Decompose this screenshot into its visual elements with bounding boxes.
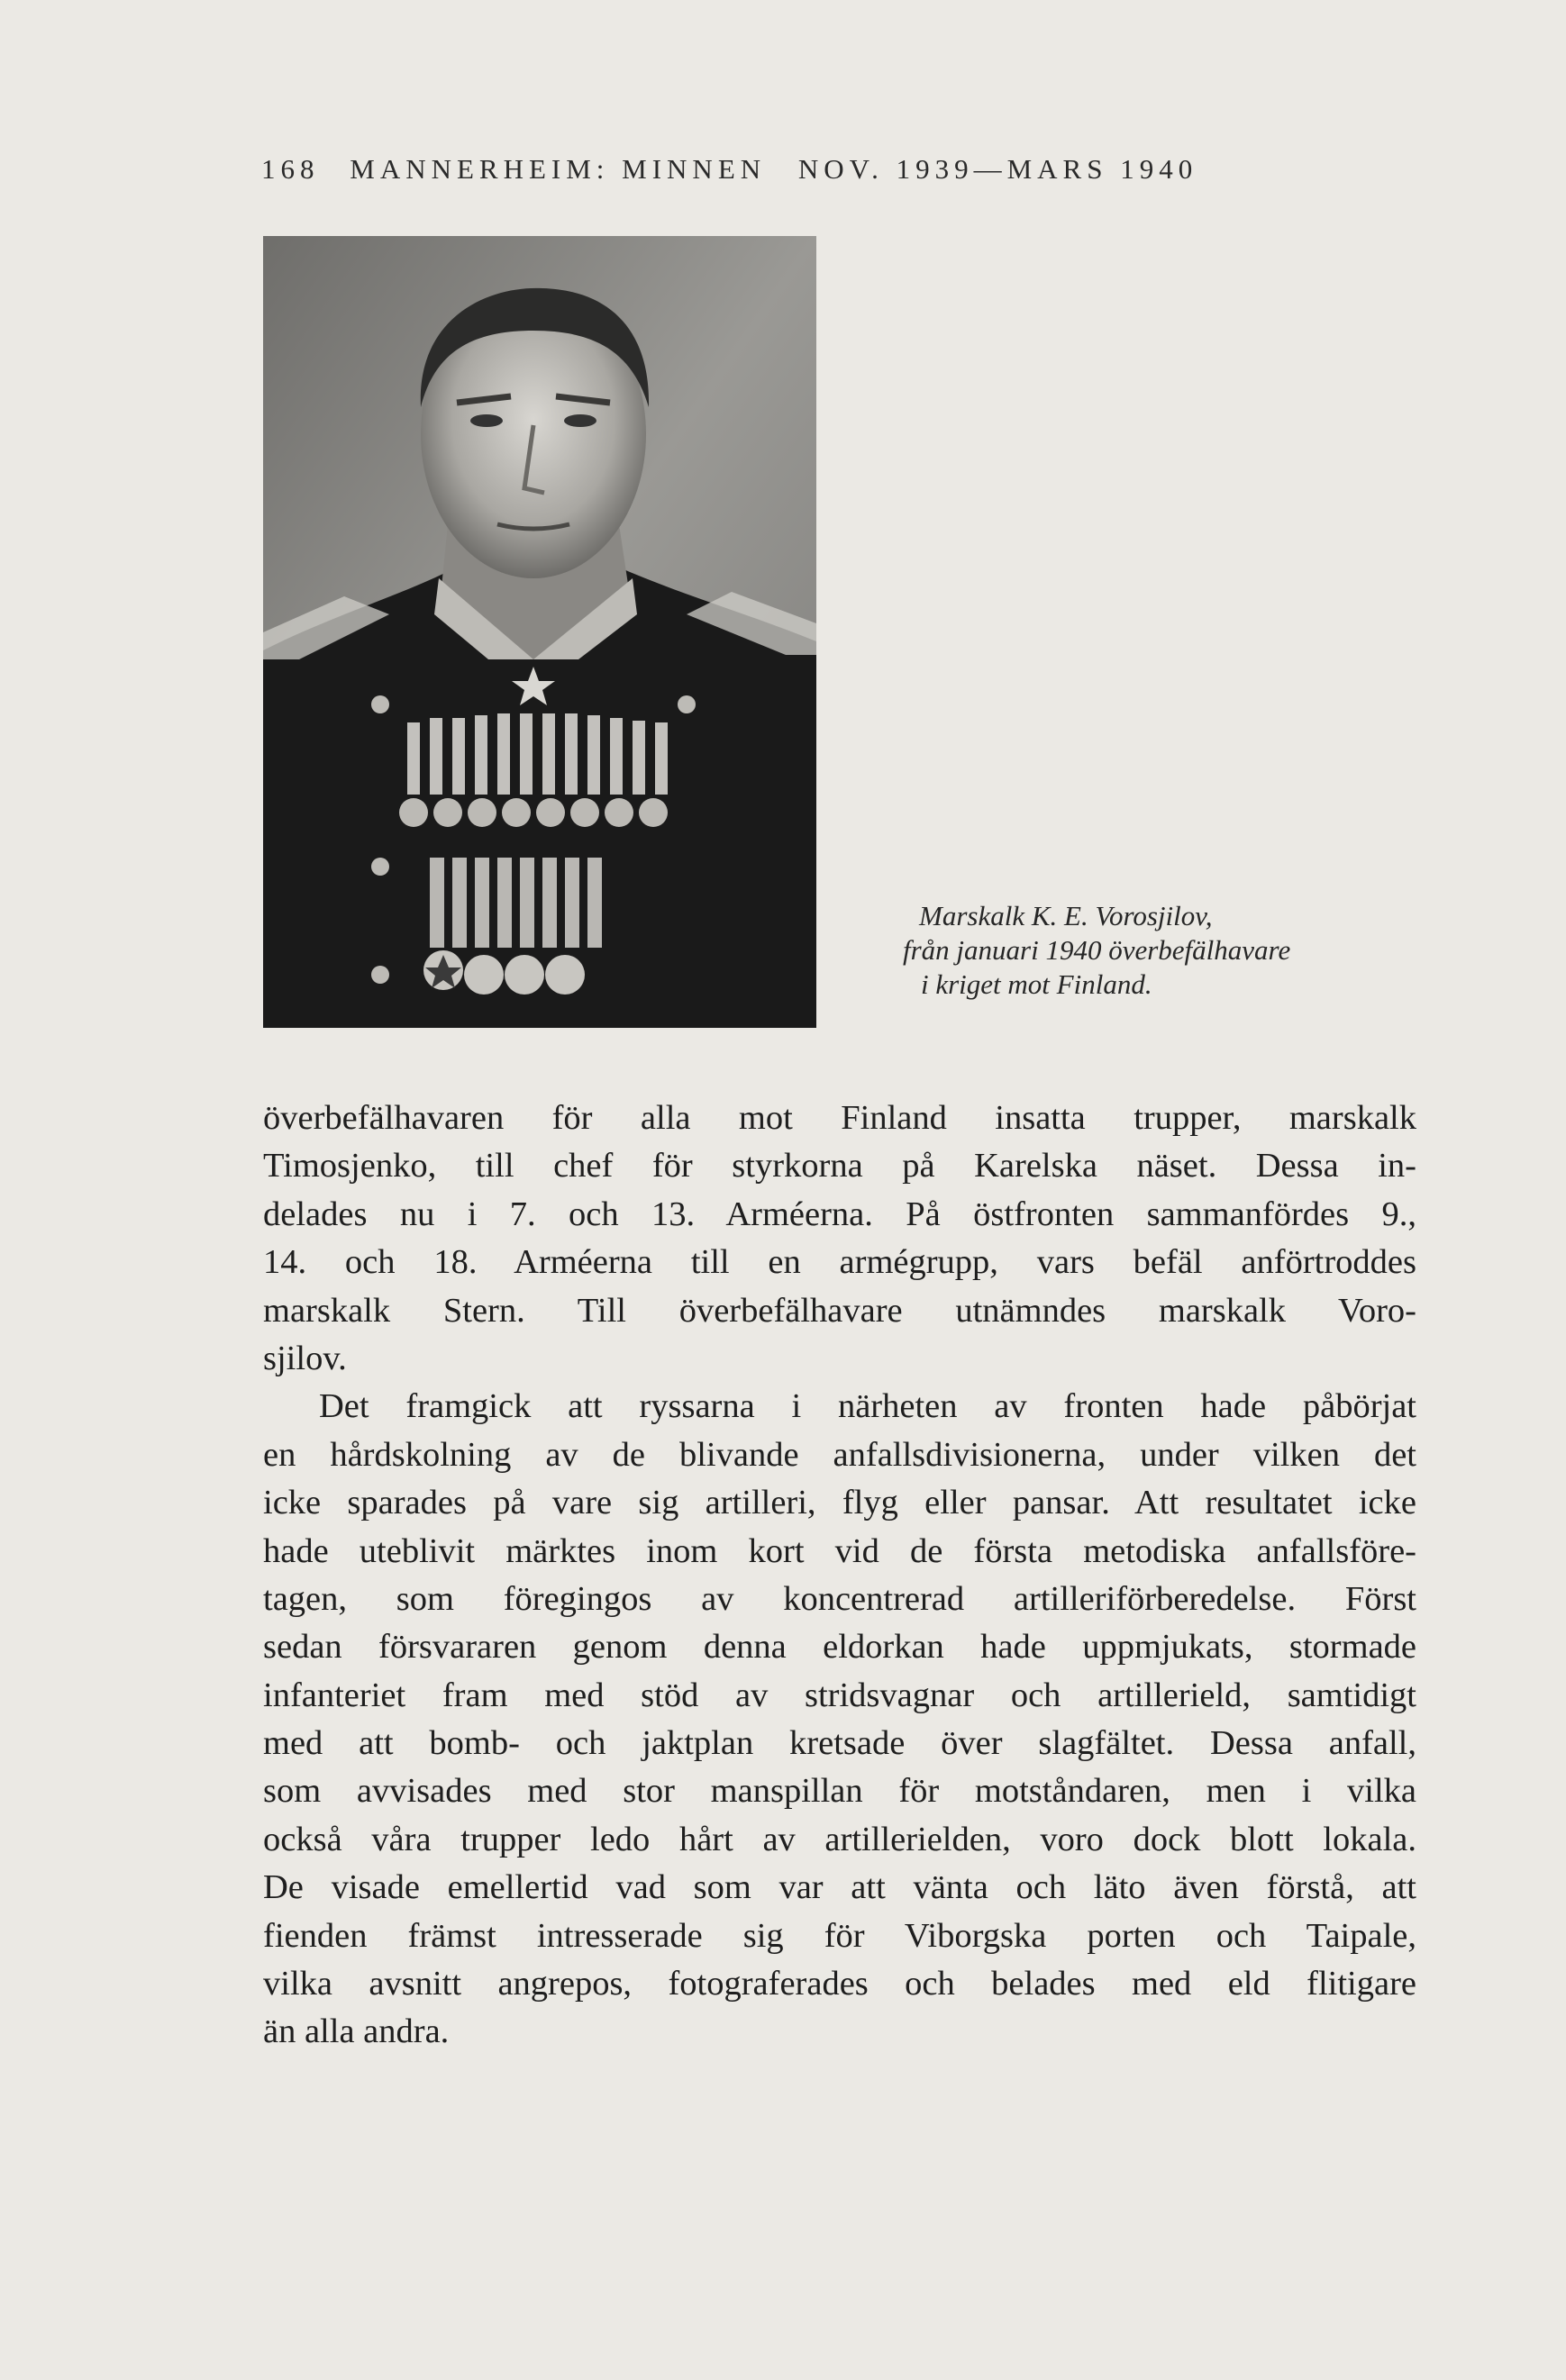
running-subtitle: NOV. 1939—MARS 1940 [797,153,1198,185]
text-line: sjilov. [263,1339,347,1377]
text-line: vilka avsnitt angrepos, fotograferades och belades med eld flitigare [263,1965,1416,2003]
book-title: MANNERHEIM: MINNEN [350,153,767,185]
body-text [263,1095,1416,2057]
paragraph-1 [263,1095,1416,1383]
text-line: en hårdskolning av de blivande anfallsdivisionerna, under vilken det [263,1435,1416,1474]
text-line: tagen, som föregingos av koncentrerad artilleriförberedelse. Först [263,1579,1416,1618]
portrait-illustration [263,236,816,1028]
text-line: Timosjenko, till chef för styrkorna på Karelska näset. Dessa in- [263,1147,1416,1185]
text-line: marskalk Stern. Till överbefälhavare utnämndes marskalk Voro- [263,1291,1416,1330]
figure-caption [903,899,1443,1002]
text-line: 14. och 18. Arméerna till en armégrupp, vars befäl anförtroddes [263,1243,1416,1282]
text-line: De visade emellertid vad som var att vänta och läto även förstå, att [263,1868,1416,1907]
caption-line: från januari 1940 överbefälhavare [903,934,1291,966]
caption-line: Marskalk K. E. Vorosjilov, [919,900,1213,931]
text-line: än alla andra. [263,2012,450,2051]
text-line: delades nu i 7. och 13. Arméerna. På östfronten sammanfördes 9., [263,1195,1416,1233]
text-line: också våra trupper ledo hårt av artillerielden, voro dock blott lokala. [263,1820,1416,1858]
text-line: hade uteblivit märktes inom kort vid de första metodiska anfallsföre- [263,1531,1416,1570]
portrait-photo [263,236,816,1028]
running-head [261,153,1197,186]
text-line: infanteriet fram med stöd av stridsvagnar och artillerield, samtidigt [263,1676,1416,1714]
caption-line: i kriget mot Finland. [921,968,1152,1000]
text-line: Det framgick att ryssarna i närheten av fronten hade påbörjat [319,1387,1416,1426]
text-line: fienden främst intresserade sig för Viborgska porten och Taipale, [263,1916,1416,1955]
page-number: 168 [261,153,320,185]
paragraph-2 [263,1383,1416,2056]
text-line: överbefälhavaren för alla mot Finland insatta trupper, marskalk [263,1099,1416,1137]
text-line: sedan försvararen genom denna eldorkan hade uppmjukats, stormade [263,1628,1416,1667]
text-line: som avvisades med stor manspillan för motståndaren, men i vilka [263,1772,1416,1811]
text-line: icke sparades på vare sig artilleri, flyg eller pansar. Att resultatet icke [263,1484,1416,1522]
text-line: med att bomb- och jaktplan kretsade över slagfältet. Dessa anfall, [263,1724,1416,1763]
